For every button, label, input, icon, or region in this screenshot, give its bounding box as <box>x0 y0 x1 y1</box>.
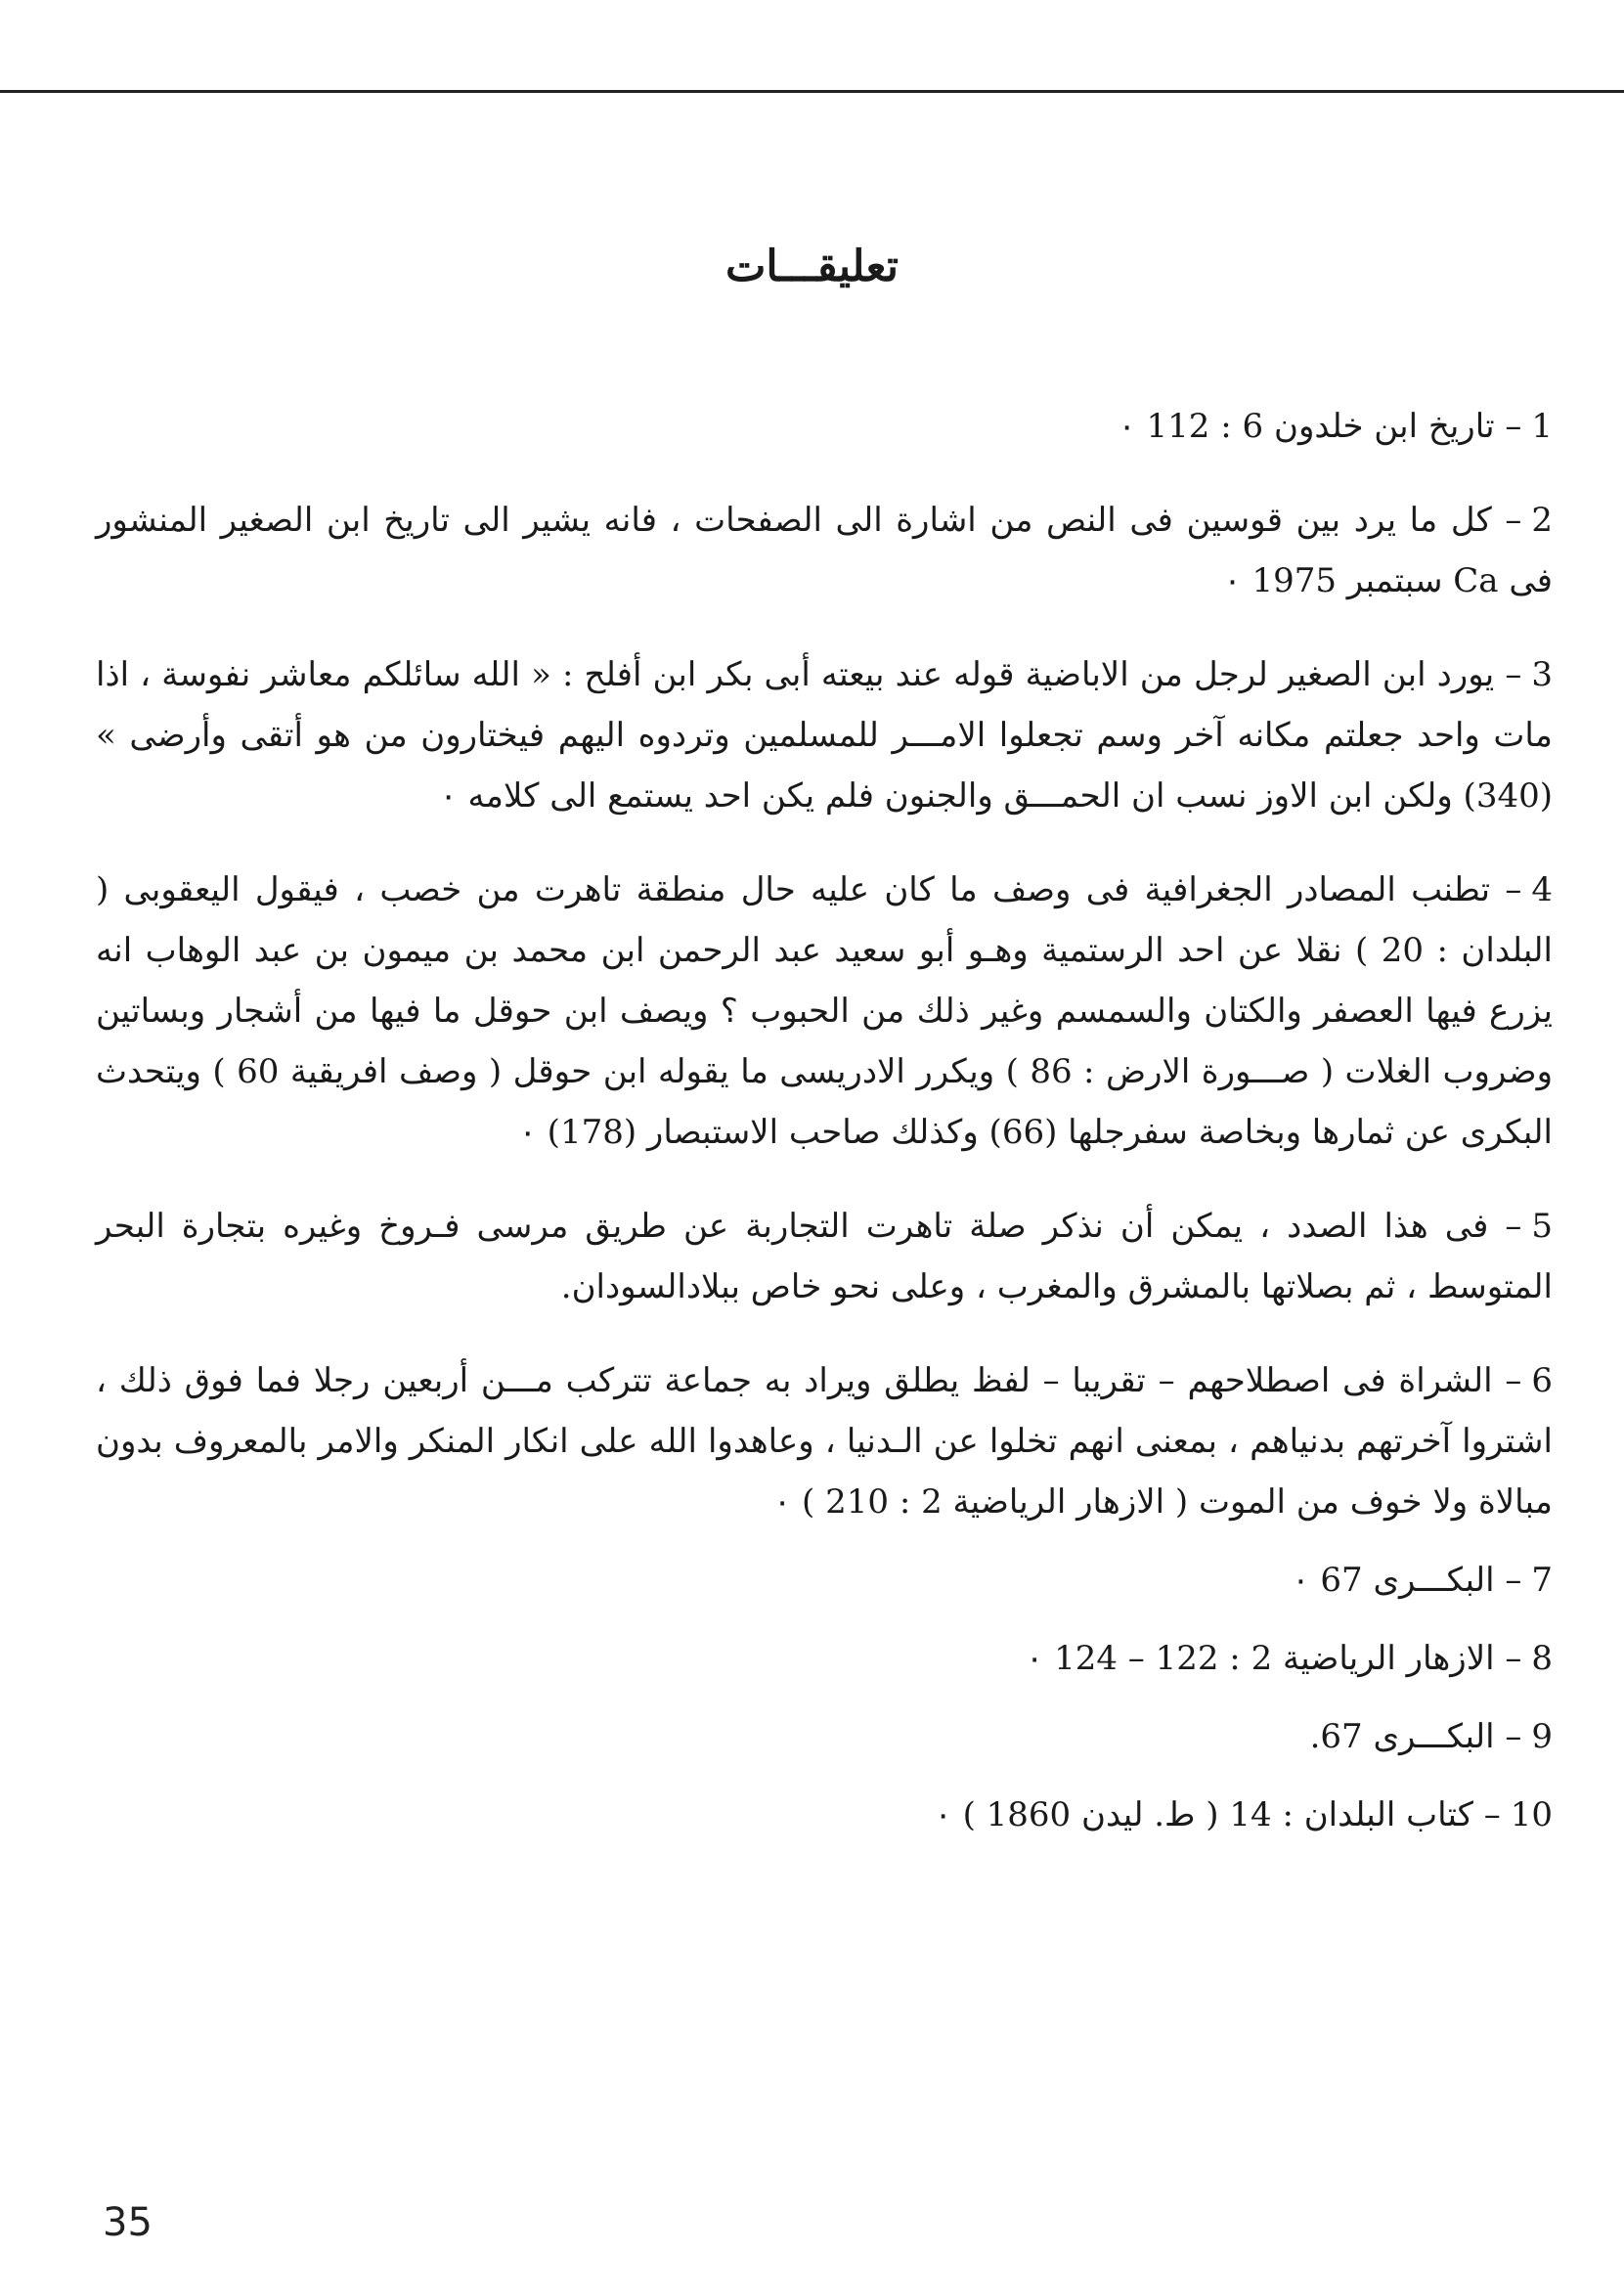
note-number: 2 <box>1531 501 1553 540</box>
note-number: 6 <box>1531 1361 1553 1400</box>
note-text: – كل ما يرد بين قوسين فى النص من اشارة الى الصفحات ، فانه يشير الى تاريخ ابن الصغير المنشور فى Ca سبتمبر 1975 ٠ <box>96 501 1553 600</box>
note-text: – تاريخ ابن خلدون 6 : 112 ٠ <box>1118 407 1522 446</box>
note-text: – الازهار الرياضية 2 : 122 – 124 ٠ <box>1025 1639 1522 1678</box>
note-text: – تطنب المصادر الجغرافية فى وصف ما كان عليه حال منطقة تاهرت من خصب ، فيقول اليعقوبى ( البلدان : 20 ) نقلا عن احد الرستمية وهـو أبو سعيد عبد الرحمن ابن محمد بن ميمون بن عبد الوهاب انه يزرع فيها العصفر والكتان والسمسم وغير ذلك من الحبوب ؟ ويصف ابن حوقل ما فيها من أشجار وبساتين وضروب الغلات ( صـــورة الارض : 86 ) ويكرر الادريسى ما يقوله ابن حوقل ( وصف افريقية 60 ) ويتحدث البكرى عن ثمارها وبخاصة سفرجلها (66) وكذلك صاحب الاستبصار (178) ٠ <box>96 870 1553 1152</box>
note-number: 4 <box>1531 870 1553 909</box>
note-text: – البكـــرى 67. <box>1309 1717 1522 1756</box>
notes-list <box>96 396 1553 1863</box>
note-number: 10 <box>1510 1795 1553 1834</box>
note-text: – الشراة فى اصطلاحهم – تقريبا – لفظ يطلق ويراد به جماعة تتركب مـــن أربعين رجلا فما فوق ذلك ، اشتروا آخرتهم بدنياهم ، بمعنى انهم تخلوا عن الـدنيا ، وعاهدوا الله على انكار المنكر والامر بالمعروف بدون مبالاة ولا خوف من الموت ( الازهار الرياضية 2 : 210 ) ٠ <box>96 1361 1553 1522</box>
note-10 <box>96 1785 1553 1845</box>
page-title: تعليقـــات <box>724 242 900 292</box>
note-text: – يورد ابن الصغير لرجل من الاباضية قوله عند بيعته أبى بكر ابن أفلح : « الله سائلكم معاشر نفوسة ، اذا مات واحد جعلتم مكانه آخر وسم تجعلوا الامـــر للمسلمين وتردوه اليهم فيختارون من هو أتقى وأرضى » (340) ولكن ابن الاوز نسب ان الحمـــق والجنون فلم يكن احد يستمع الى كلامه ٠ <box>96 655 1553 816</box>
note-number: 9 <box>1531 1717 1553 1756</box>
note-2 <box>96 490 1553 611</box>
note-number: 3 <box>1531 655 1553 694</box>
note-text: – البكـــرى 67 ٠ <box>1292 1561 1522 1600</box>
note-text: – فى هذا الصدد ، يمكن أن نذكر صلة تاهرت التجاربة عن طريق مرسى فـروخ وغيره بتجارة البحر المتوسط ، ثم بصلاتها بالمشرق والمغرب ، وعلى نحو خاص ببلادالسودان. <box>96 1207 1553 1306</box>
note-7 <box>96 1550 1553 1611</box>
note-9 <box>96 1706 1553 1767</box>
note-number: 8 <box>1531 1639 1553 1678</box>
note-number: 1 <box>1531 407 1553 446</box>
note-3 <box>96 644 1553 826</box>
note-1 <box>96 396 1553 457</box>
note-text: – كتاب البلدان : 14 ( ط. ليدن 1860 ) ٠ <box>934 1795 1501 1834</box>
note-number: 7 <box>1531 1561 1553 1600</box>
note-5 <box>96 1196 1553 1317</box>
note-number: 5 <box>1531 1207 1553 1246</box>
note-4 <box>96 860 1553 1163</box>
note-6 <box>96 1350 1553 1532</box>
note-8 <box>96 1628 1553 1689</box>
top-rule <box>0 90 1624 93</box>
page-number: 35 <box>103 2200 153 2245</box>
